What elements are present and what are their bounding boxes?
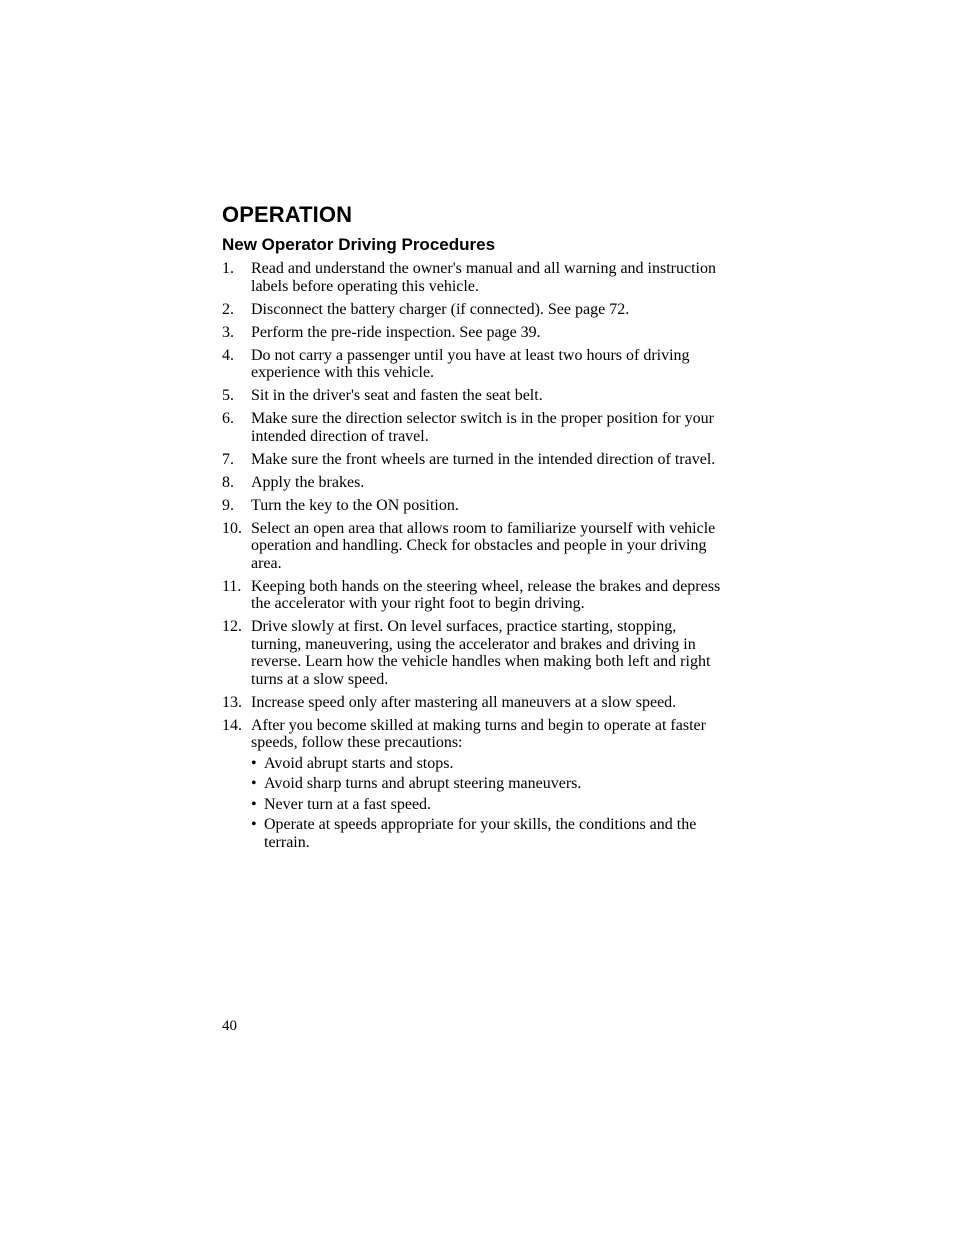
bullet-icon: • [251, 754, 257, 772]
step-number: 14. [222, 716, 242, 734]
bullet-icon: • [251, 795, 257, 813]
bullet-icon: • [251, 816, 257, 833]
step-text: Apply the brakes. [251, 473, 365, 491]
step-number: 13. [222, 693, 242, 711]
page-content [222, 200, 722, 857]
procedure-step [222, 301, 722, 319]
step-text: After you become skilled at making turns and begin to operate at faster speeds, follow these precautions: [251, 716, 706, 751]
precaution-list [251, 755, 722, 852]
precaution-item [251, 796, 722, 814]
precaution-item [251, 775, 722, 793]
step-number: 5. [222, 387, 234, 404]
step-text: Perform the pre-ride inspection. See page 39. [251, 323, 541, 341]
subsection-title: New Operator Driving Procedures [222, 235, 496, 254]
step-number: 2. [222, 300, 234, 318]
section-title: OPERATION [222, 202, 353, 227]
procedure-list [222, 260, 722, 851]
procedure-step [222, 260, 722, 295]
step-number: 12. [222, 618, 242, 635]
precaution-text: Operate at speeds appropriate for your skills, the conditions and the terrain. [264, 816, 697, 851]
step-text: Keeping both hands on the steering wheel, release the brakes and depress the accelerator with your right foot to begin driving. [251, 577, 721, 612]
step-number: 8. [222, 473, 234, 491]
step-number: 4. [222, 346, 234, 364]
step-text: Make sure the front wheels are turned in the intended direction of travel. [251, 450, 716, 468]
procedure-step [222, 324, 722, 342]
procedure-step [222, 578, 722, 613]
step-text: Disconnect the battery charger (if connected). See page 72. [251, 300, 630, 318]
precaution-text: Never turn at a fast speed. [264, 795, 432, 813]
step-number: 3. [222, 323, 234, 341]
step-number: 7. [222, 450, 234, 468]
bullet-icon: • [251, 775, 257, 792]
procedure-step [222, 410, 722, 445]
procedure-step [222, 451, 722, 469]
step-number: 1. [222, 260, 234, 277]
step-text: Read and understand the owner's manual and all warning and instruction labels before operating this vehicle. [251, 260, 716, 295]
step-text: Select an open area that allows room to familiarize yourself with vehicle operation and handling. Check for obstacles and people in your driving area. [251, 519, 716, 572]
procedure-step [222, 694, 722, 712]
procedure-step [222, 520, 722, 573]
procedure-step [222, 717, 722, 852]
step-number: 6. [222, 410, 234, 427]
procedure-step [222, 387, 722, 405]
step-text: Increase speed only after mastering all maneuvers at a slow speed. [251, 693, 677, 711]
step-text: Turn the key to the ON position. [251, 496, 459, 514]
step-text: Drive slowly at first. On level surfaces, practice starting, stopping, turning, maneuvering, using the accelerator and brakes and driving in reverse. Learn how the vehicle handles when making both left and right turns at a slow speed. [251, 618, 711, 688]
procedure-step [222, 497, 722, 515]
step-number: 10. [222, 519, 242, 537]
precaution-text: Avoid sharp turns and abrupt steering maneuvers. [264, 775, 582, 792]
procedure-step [222, 347, 722, 382]
page-number: 40 [222, 1018, 237, 1034]
step-number: 9. [222, 496, 234, 514]
step-text: Do not carry a passenger until you have at least two hours of driving experience with this vehicle. [251, 346, 690, 381]
precaution-text: Avoid abrupt starts and stops. [264, 754, 454, 772]
procedure-step [222, 618, 722, 688]
procedure-step [222, 474, 722, 492]
step-text: Sit in the driver's seat and fasten the seat belt. [251, 387, 543, 404]
precaution-item [251, 816, 722, 851]
precaution-item [251, 755, 722, 773]
step-number: 11. [222, 577, 242, 595]
step-text: Make sure the direction selector switch is in the proper position for your intended direction of travel. [251, 410, 714, 445]
